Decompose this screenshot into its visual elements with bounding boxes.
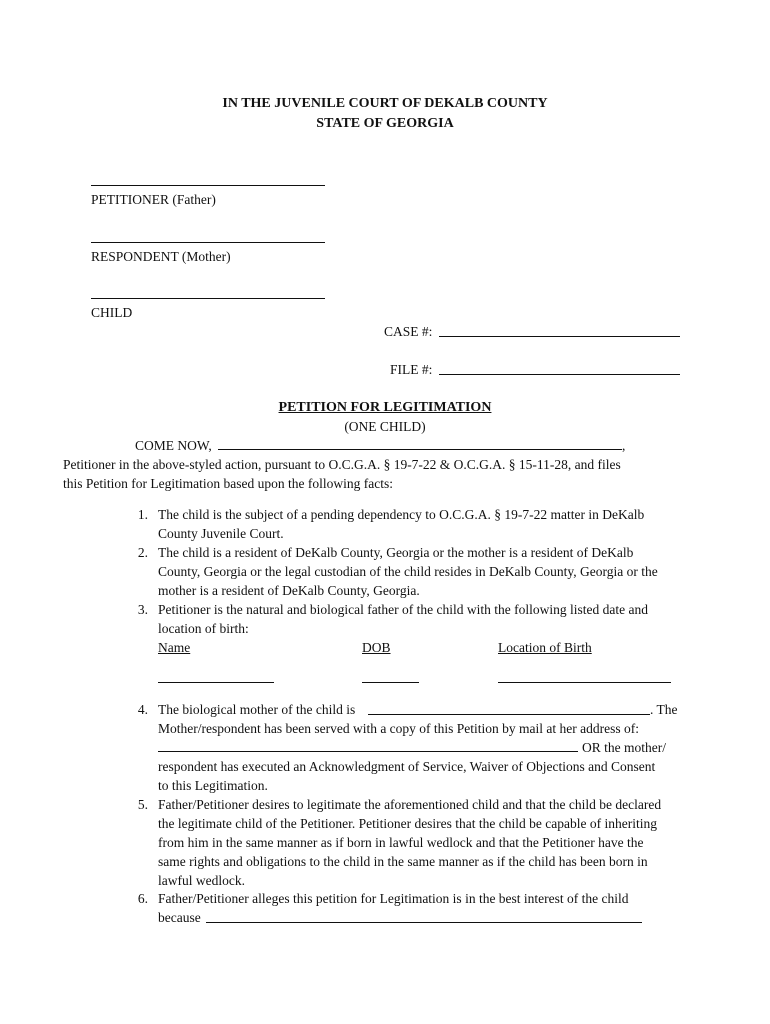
item-2-number: 2.	[137, 545, 148, 560]
child-name-entry-line[interactable]	[158, 682, 274, 683]
item-4-line-1-end: . The	[650, 702, 678, 717]
column-name-header: Name	[158, 640, 191, 655]
item-5-line-1: Father/Petitioner desires to legitimate the aforementioned child and that the child be declared	[158, 797, 662, 812]
intro-line-1: Petitioner in the above-styled action, pursuant to O.C.G.A. § 19-7-22 & O.C.G.A. § 15-11-28, and files	[63, 457, 621, 472]
respondent-label: RESPONDENT (Mother)	[91, 249, 231, 264]
petitioner-come-now-line[interactable]	[218, 449, 622, 450]
item-6-line-1: Father/Petitioner alleges this petition for Legitimation is in the best interest of the child	[158, 891, 629, 906]
petitioner-name-line[interactable]	[91, 185, 325, 186]
state-heading: STATE OF GEORGIA	[316, 116, 454, 131]
come-now-label: COME NOW,	[135, 438, 212, 453]
item-6-line-2: because	[158, 910, 201, 925]
item-5-line-4: same rights and obligations to the child in the same manner as if the child has been born in	[158, 854, 648, 869]
item-5-number: 5.	[137, 797, 148, 812]
item-2-line-1: The child is a resident of DeKalb County, Georgia or the mother is a resident of DeKalb	[158, 545, 634, 560]
item-5-line-3: from him in the same manner as if born in lawful wedlock and that the Petitioner have the	[158, 835, 644, 850]
item-6-number: 6.	[137, 891, 148, 906]
child-label: CHILD	[91, 305, 133, 320]
best-interest-reason-line[interactable]	[206, 922, 642, 923]
file-number-line[interactable]	[439, 374, 680, 375]
child-birthplace-entry-line[interactable]	[498, 682, 671, 683]
item-4-number: 4.	[137, 702, 148, 717]
mother-name-line[interactable]	[368, 714, 650, 715]
item-3-line-1: Petitioner is the natural and biological father of the child with the following listed date and	[158, 602, 648, 617]
respondent-name-line[interactable]	[91, 242, 325, 243]
item-3-line-2: location of birth:	[158, 621, 249, 636]
column-location-header: Location of Birth	[498, 640, 592, 655]
court-heading: IN THE JUVENILE COURT OF DEKALB COUNTY	[222, 96, 548, 111]
petition-title: PETITION FOR LEGITIMATION	[278, 400, 492, 415]
item-1-line-1: The child is the subject of a pending dependency to O.C.G.A. § 19-7-22 matter in DeKalb	[158, 507, 645, 522]
petitioner-label: PETITIONER (Father)	[91, 192, 216, 207]
intro-line-2: this Petition for Legitimation based upon the following facts:	[63, 476, 393, 491]
item-4-line-2: Mother/respondent has been served with a copy of this Petition by mail at her address of:	[158, 721, 640, 736]
item-1-number: 1.	[137, 507, 148, 522]
come-now-comma: ,	[622, 438, 626, 453]
item-4-line-5: to this Legitimation.	[158, 778, 268, 793]
item-3-number: 3.	[137, 602, 148, 617]
item-5-line-2: the legitimate child of the Petitioner. Petitioner desires that the child be capable of inheriting	[158, 816, 657, 831]
item-4-line-1-start: The biological mother of the child is	[158, 702, 356, 717]
item-4-line-4: respondent has executed an Acknowledgment of Service, Waiver of Objections and Consent	[158, 759, 656, 774]
item-1-line-2: County Juvenile Court.	[158, 526, 284, 541]
child-name-line[interactable]	[91, 298, 325, 299]
case-number-line[interactable]	[439, 336, 680, 337]
child-dob-entry-line[interactable]	[362, 682, 419, 683]
item-2-line-2: County, Georgia or the legal custodian of the child resides in DeKalb County, Georgia or the	[158, 564, 658, 579]
petition-subtitle: (ONE CHILD)	[344, 419, 426, 434]
item-2-line-3: mother is a resident of DeKalb County, Georgia.	[158, 583, 420, 598]
item-5-line-5: lawful wedlock.	[158, 873, 245, 888]
case-number-label: CASE #:	[384, 324, 433, 339]
mother-address-line[interactable]	[158, 751, 578, 752]
column-dob-header: DOB	[362, 640, 391, 655]
file-number-label: FILE #:	[390, 362, 433, 377]
item-4-line-3-end: OR the mother/	[582, 740, 666, 755]
